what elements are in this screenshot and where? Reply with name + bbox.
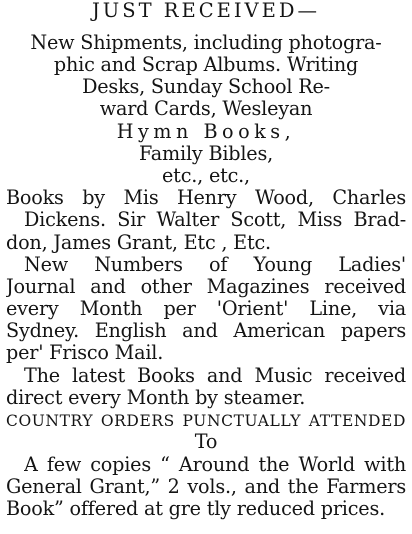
ad-line-6: Family Bibles, (138, 143, 273, 165)
ad-line-10: don, James Grant, Etc , Etc. (6, 232, 271, 254)
ad-line-12: Journal and other Magazines received (6, 276, 406, 298)
ad-line-22: Book” offered at gre tly reduced prices. (6, 498, 385, 520)
ad-line-2: phic and Scrap Albums. Writing (53, 54, 359, 76)
ad-line-8: Books by Mis Henry Wood, Charles (6, 187, 406, 209)
ad-line-14: Sydney. English and American papers (6, 320, 406, 342)
ad-line-4: ward Cards, Wesleyan (99, 98, 313, 120)
ad-line-1: New Shipments, including photogra- (30, 32, 382, 54)
ad-line-16: The latest Books and Music received (24, 365, 406, 387)
ad-heading: JUST RECEIVED— (91, 0, 321, 22)
ad-line-5: Hymn Books, (116, 121, 296, 143)
ad-line-13: every Month per 'Orient' Line, via (6, 298, 406, 320)
ad-line-19: To (194, 431, 218, 453)
ad-line-3: Desks, Sunday School Re- (82, 76, 330, 98)
ad-line-17: direct every Month by steamer. (6, 387, 306, 409)
ad-line-7: etc., etc., (162, 165, 250, 187)
ad-line-18: COUNTRY ORDERS PUNCTUALLY ATTENDED (6, 412, 406, 430)
ad-line-20: A few copies “ Around the World with (24, 454, 406, 476)
ad-line-21: General Grant,” 2 vols., and the Farmers (6, 476, 406, 498)
ad-line-15: per' Frisco Mail. (6, 342, 164, 364)
ad-line-11: New Numbers of Young Ladies' (24, 254, 406, 276)
ad-line-9: Dickens. Sir Walter Scott, Miss Brad- (24, 209, 406, 231)
